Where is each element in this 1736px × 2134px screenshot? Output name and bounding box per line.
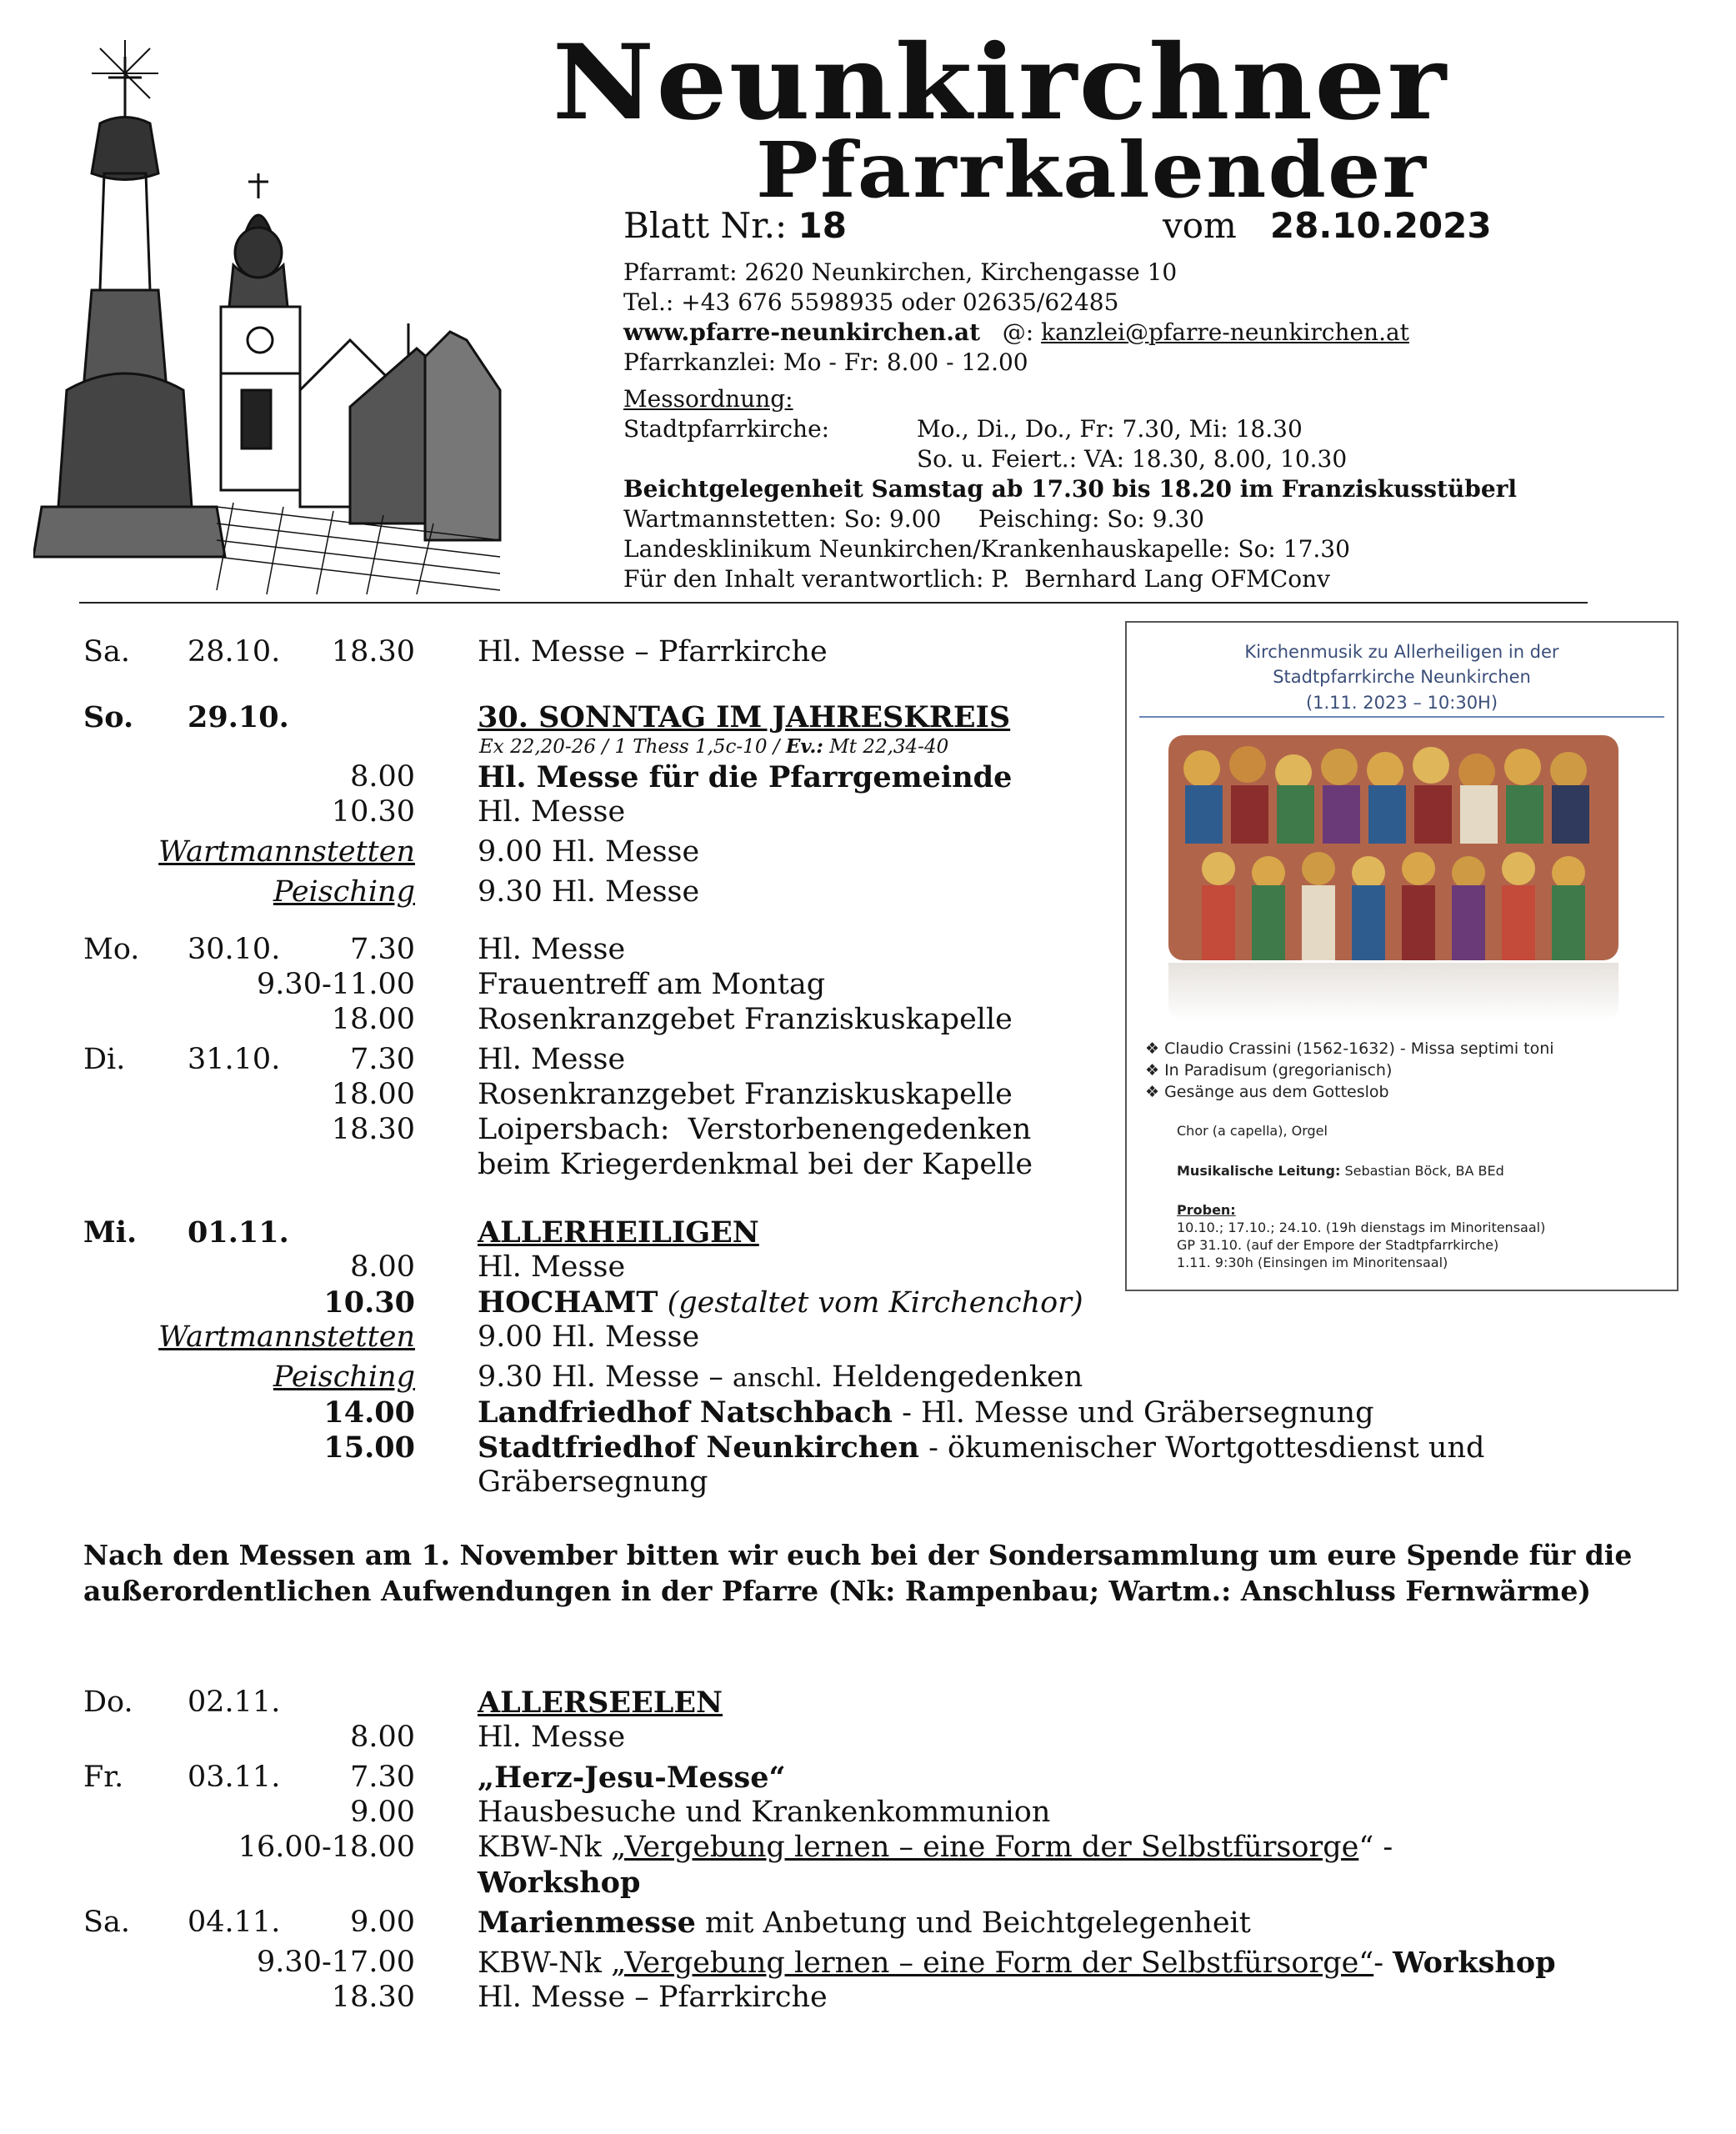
issue-date: [1163, 205, 1492, 246]
readings: [479, 735, 948, 758]
readings-gospel: Mt 22,34-40: [823, 736, 949, 758]
time-label: 8.00: [350, 1250, 415, 1284]
title-neunkirchner: Neunkirchner: [552, 23, 1448, 143]
event-label: 9.00 Hl. Messe: [478, 835, 700, 869]
event-title: Marienmesse: [478, 1906, 696, 1940]
event-label: Hl. Messe: [478, 933, 626, 966]
responsible-person: Für den Inhalt verantwortlich: P. Bernhard Lang OFMConv: [623, 565, 1330, 593]
event-label: [478, 1430, 1485, 1465]
event-label: Hl. Messe – Pfarrkirche: [478, 1981, 828, 2014]
stadtpfarrkirche-label: Stadtpfarrkirche:: [623, 415, 830, 443]
header-divider: [79, 602, 1588, 604]
readings-text: Ex 22,20-26 / 1 Thess 1,5c-10 /: [479, 736, 786, 758]
event-rest: Heldengedenken: [822, 1360, 1083, 1394]
feast-title: ALLERHEILIGEN: [478, 1215, 759, 1250]
wartmannstetten-peisching-times: Wartmannstetten: So: 9.00 Peisching: So: 9.30: [623, 505, 1204, 533]
place-label: Wartmannstetten: [158, 835, 415, 869]
event-label: Hausbesuche und Krankenkommunion: [478, 1796, 1051, 1829]
event-label: [478, 1833, 1393, 1862]
messordnung-heading: Messordnung:: [623, 385, 793, 413]
date-label: 30.10.: [188, 933, 281, 966]
stadtpfarrkirche-weekday-times: Mo., Di., Do., Fr: 7.30, Mi: 18.30: [917, 415, 1303, 443]
workshop-title: „Vergebung lernen – eine Form der Selbstfürsorge: [611, 1831, 1359, 1864]
rehearsal-line: GP 31.10. (auf der Empore der Stadtpfarrkirche): [1177, 1237, 1499, 1253]
day-label: Di.: [83, 1043, 126, 1076]
email-label: @:: [1002, 318, 1034, 346]
rehearsal-line: 10.10.; 17.10.; 24.10. (19h dienstags im Minoritensaal): [1177, 1220, 1546, 1235]
poster-title: [1127, 639, 1677, 715]
blatt-label: Blatt Nr.:: [623, 205, 788, 246]
event-label: Rosenkranzgebet Franziskuskapelle: [478, 1078, 1013, 1111]
time-label: 9.30-17.00: [257, 1946, 415, 1979]
vom-label: vom: [1163, 205, 1237, 246]
event-label: [478, 1948, 1556, 1978]
event-suffix: “ -: [1358, 1831, 1393, 1864]
day-label: Mi.: [83, 1215, 138, 1250]
event-label: [478, 1360, 1083, 1394]
time-label: 8.00: [350, 1721, 415, 1754]
event-label-continued: Gräbersegnung: [478, 1465, 708, 1499]
time-label: 10.30: [331, 795, 415, 829]
poster-title-line: (1.11. 2023 – 10:30H): [1305, 692, 1498, 713]
poster-divider: [1139, 716, 1664, 718]
musical-direction: [1177, 1163, 1504, 1179]
time-label: 15.00: [323, 1430, 415, 1465]
event-rest: - ökumenischer Wortgottesdienst und: [918, 1431, 1485, 1465]
klinikum-times: Landesklinikum Neunkirchen/Krankenhauskapelle: So: 17.30: [623, 535, 1350, 563]
confession-times: Beichtgelegenheit Samstag ab 17.30 bis 18.20 im Franziskusstüberl: [623, 475, 1518, 503]
day-label: Fr.: [83, 1761, 124, 1794]
event-label: Hl. Messe – Pfarrkirche: [478, 635, 828, 669]
rehearsals-heading: Proben:: [1177, 1202, 1236, 1218]
event-label: „Herz-Jesu-Messe“: [478, 1761, 786, 1795]
place-label: Peisching: [273, 875, 415, 909]
day-label: So.: [83, 700, 134, 734]
date-label: 28.10.: [188, 635, 281, 669]
time-label: 10.30: [323, 1285, 415, 1320]
office-hours: Pfarrkanzlei: Mo - Fr: 8.00 - 12.00: [623, 348, 1028, 376]
time-label: 7.30: [350, 1761, 415, 1794]
event-note: (gestaltet vom Kirchenchor): [658, 1286, 1083, 1320]
date-label: 02.11.: [188, 1686, 281, 1719]
event-rest: - Hl. Messe und Gräbersegnung: [892, 1396, 1374, 1430]
stadtpfarrkirche-sunday-times: So. u. Feiert.: VA: 18.30, 8.00, 10.30: [917, 445, 1348, 473]
telephone: Tel.: +43 676 5598935 oder 02635/62485: [623, 288, 1119, 316]
time-label: 9.30-11.00: [257, 968, 415, 1001]
event-title: 9.30 Hl. Messe –: [478, 1360, 733, 1394]
event-label: [478, 1395, 1374, 1430]
contact-line: [623, 318, 1409, 347]
event-label: 9.00 Hl. Messe: [478, 1320, 700, 1354]
event-label: [478, 1908, 1251, 1938]
date-label: 01.11.: [188, 1215, 289, 1250]
day-label: Sa.: [83, 635, 130, 669]
time-label: 9.00: [350, 1906, 415, 1939]
day-label: Sa.: [83, 1906, 130, 1939]
website-link[interactable]: www.pfarre-neunkirchen.at: [623, 318, 981, 346]
collection-note: Nach den Messen am 1. November bitten wir euch bei der Sondersammlung um eure Spende für die außerordentlichen Aufwendungen in der Pfarre (Nk: Rampenbau; Wartm.: Anschluss Fernwärme): [83, 1539, 1633, 1607]
date-value: 28.10.2023: [1269, 205, 1492, 246]
date-label: 04.11.: [188, 1906, 281, 1939]
event-title: HOCHAMT: [478, 1285, 658, 1320]
event-label: 9.30 Hl. Messe: [478, 875, 700, 909]
time-label: 7.30: [350, 933, 415, 966]
email-link[interactable]: kanzlei@pfarre-neunkirchen.at: [1041, 318, 1409, 346]
event-suffix: -: [1373, 1946, 1393, 1980]
painting-reflection: [1168, 963, 1618, 1021]
time-label: 14.00: [323, 1395, 415, 1430]
readings-ev-label: Ev.:: [785, 735, 823, 758]
time-label: 18.30: [331, 635, 415, 669]
event-label: Rosenkranzgebet Franziskuskapelle: [478, 1003, 1013, 1036]
day-label: Do.: [83, 1686, 133, 1719]
event-label-continued: Workshop: [478, 1866, 641, 1900]
event-prefix: KBW-Nk: [478, 1831, 612, 1864]
event-label: Hl. Messe: [478, 795, 626, 829]
event-label: Frauentreff am Montag: [478, 968, 826, 1001]
direction-label: Musikalische Leitung:: [1177, 1163, 1341, 1179]
event-title: Landfriedhof Natschbach: [478, 1395, 893, 1430]
time-label: 16.00-18.00: [238, 1831, 415, 1864]
event-label: Hl. Messe: [478, 1250, 626, 1284]
choir-info: Chor (a capella), Orgel: [1177, 1123, 1328, 1139]
workshop-title: „Vergebung lernen – eine Form der Selbstfürsorge“: [611, 1946, 1374, 1980]
church-music-poster: [1125, 621, 1678, 1291]
time-label: 18.30: [331, 1113, 415, 1146]
all-saints-painting: [1168, 735, 1618, 960]
day-label: Mo.: [83, 933, 140, 966]
title-pfarrkalender: Pfarrkalender: [755, 125, 1428, 215]
event-label: Loipersbach: Verstorbenengedenken: [478, 1113, 1032, 1146]
program-item: ❖ Gesänge aus dem Gotteslob: [1145, 1083, 1389, 1101]
poster-title-line: Stadtpfarrkirche Neunkirchen: [1273, 667, 1531, 688]
event-label: Hl. Messe: [478, 1721, 626, 1754]
event-rest: mit Anbetung und Beichtgelegenheit: [695, 1906, 1251, 1940]
direction-name: Sebastian Böck, BA BEd: [1340, 1163, 1504, 1179]
rehearsal-line: 1.11. 9:30h (Einsingen im Minoritensaal): [1177, 1255, 1448, 1270]
time-label: 7.30: [350, 1043, 415, 1076]
place-label: Peisching: [273, 1360, 415, 1394]
date-label: 31.10.: [188, 1043, 281, 1076]
blatt-value: 18: [798, 205, 847, 246]
place-label: Wartmannstetten: [158, 1320, 415, 1354]
feast-title: 30. SONNTAG IM JAHRESKREIS: [478, 700, 1011, 734]
event-label-continued: beim Kriegerdenkmal bei der Kapelle: [478, 1148, 1033, 1181]
event-label: [478, 1285, 1083, 1320]
time-label: 9.00: [350, 1796, 415, 1829]
address: Pfarramt: 2620 Neunkirchen, Kirchengasse 10: [623, 258, 1178, 286]
blatt-number: [623, 205, 847, 246]
poster-title-line: Kirchenmusik zu Allerheiligen in der: [1244, 642, 1559, 662]
event-prefix: KBW-Nk: [478, 1946, 612, 1980]
event-title: Stadtfriedhof Neunkirchen: [478, 1430, 919, 1465]
program-item: ❖ In Paradisum (gregorianisch): [1145, 1061, 1393, 1080]
date-label: 03.11.: [188, 1761, 281, 1794]
feast-title: ALLERSEELEN: [478, 1686, 723, 1720]
program-item: ❖ Claudio Crassini (1562-1632) - Missa septimi toni: [1145, 1039, 1554, 1058]
time-label: 18.00: [331, 1078, 415, 1111]
event-label: Hl. Messe: [478, 1043, 626, 1076]
event-bold: Workshop: [1393, 1946, 1556, 1980]
time-label: 18.30: [331, 1981, 415, 2014]
event-note: anschl.: [732, 1364, 823, 1393]
event-label: Hl. Messe für die Pfarrgemeinde: [478, 760, 1013, 794]
time-label: 8.00: [350, 760, 415, 794]
date-label: 29.10.: [188, 700, 289, 734]
time-label: 18.00: [331, 1003, 415, 1036]
